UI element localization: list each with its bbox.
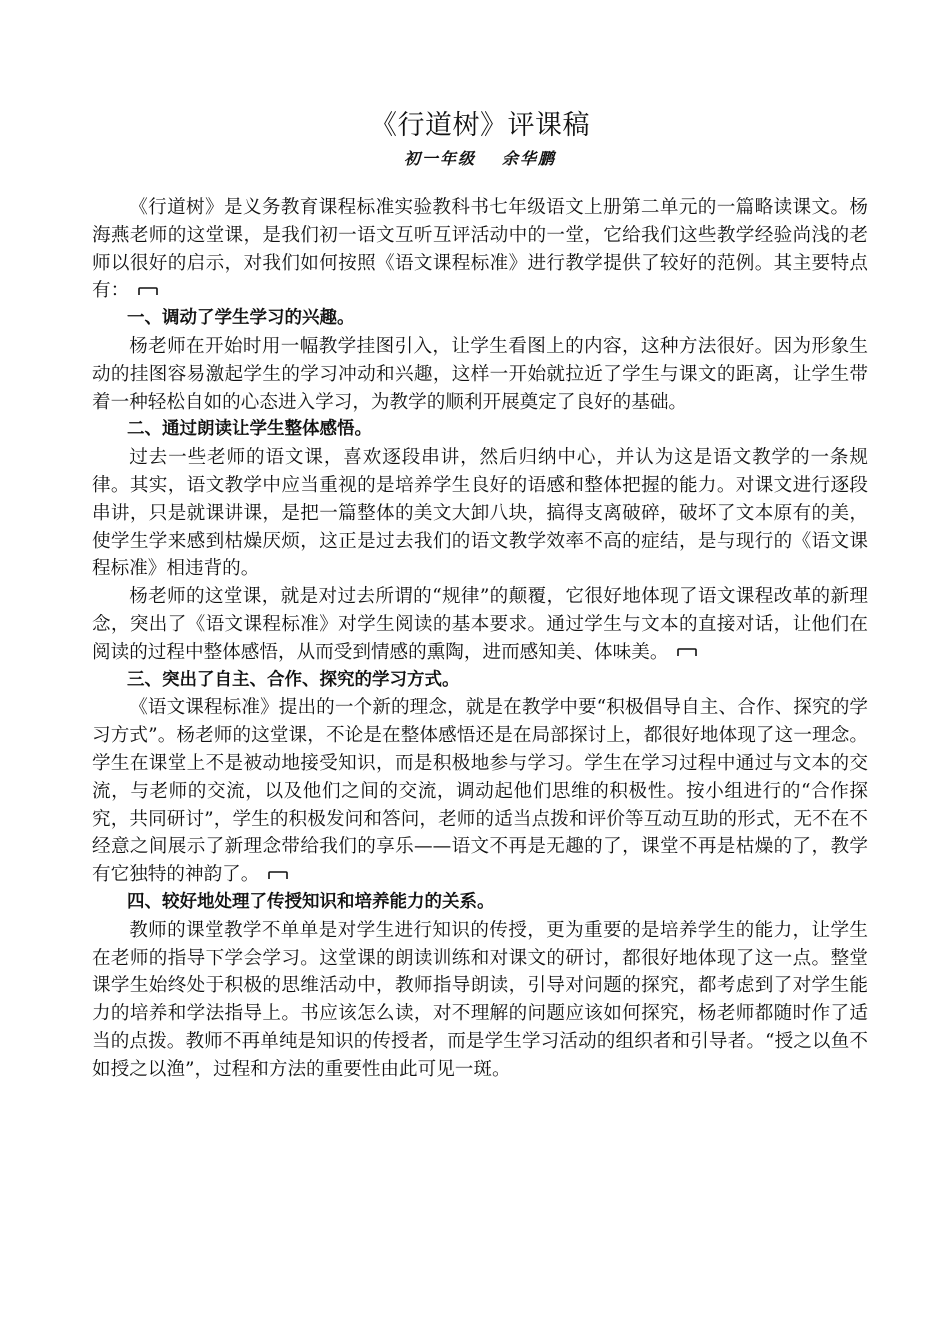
document-page (92, 108, 868, 1084)
section-heading-2: 二、通过朗读让学生整体感悟。 (127, 419, 372, 440)
section-4-paragraph-1: 教师的课堂教学不单单是对学生进行知识的传授，更为重要的是培养学生的能力，让学生在老师的指导下学会学习。这堂课的朗读训练和对课文的研讨，都很好地体现了这一点。整堂课学生始终处于积极的思维活动中，教师指导朗读，引导对问题的探究，都考虑到了对学生能力的培养和学法指导上。书应该怎么读，对不理解的问题应该如何探究，杨老师都随时作了适当的点拨。教师不再单纯是知识的传授者，而是学生学习活动的组织者和引导者。“授之以鱼不如授之以渔”，过程和方法的重要性由此可见一斑。 (92, 919, 868, 1080)
intro-paragraph: 《行道树》是义务教育课程标准实验教科书七年级语文上册第二单元的一篇略读课文。杨海燕老师的这堂课，是我们初一语文互听互评活动中的一堂，它给我们这些教学经验尚浅的老师以很好的启示，对我们如何按照《语文课程标准》进行教学提供了较好的范例。其主要特点有： (92, 197, 868, 302)
document-body (92, 194, 868, 1084)
section-2-paragraph-1: 过去一些老师的语文课，喜欢逐段串讲，然后归纳中心，并认为这是语文教学的一条规律。其实，语文教学中应当重视的是培养学生良好的语感和整体把握的能力。对课文进行逐段串讲，只是就课讲课，是把一篇整体的美文大卸八块，搞得支离破碎，破坏了文本原有的美，使学生学来感到枯燥厌烦，这正是过去我们的语文教学效率不高的症结，是与现行的《语文课程标准》相违背的。 (92, 447, 868, 580)
byline-grade: 初一年级 (403, 149, 476, 168)
section-3-paragraph-1: 《语文课程标准》提出的一个新的理念，就是在教学中要“积极倡导自主、合作、探究的学习方式”。杨老师的这堂课，不论是在整体感悟还是在局部探讨上，都很好地体现了这一理念。学生在课堂上不是被动地接受知识，而是积极地参与学习。学生在学习过程中通过与文本的交流，与老师的交流，以及他们之间的交流，调动起他们思维的积极性。按小组进行的“合作探究，共同研讨”，学生的积极发问和答问，老师的适当点拨和评价等互动互助的形式，无不在不经意之间展示了新理念带给我们的享乐——语文不再是无趣的了，课堂不再是枯燥的了，教学有它独特的神韵了。 (92, 697, 868, 886)
byline (92, 146, 868, 172)
byline-author: 余华鹏 (502, 149, 557, 168)
section-heading-3: 三、突出了自主、合作、探究的学习方式。 (127, 669, 460, 690)
paragraph-mark-icon (267, 871, 289, 880)
paragraph-mark-icon (676, 648, 698, 657)
paragraph-mark-icon (137, 287, 159, 296)
section-2-paragraph-2: 杨老师的这堂课，就是对过去所谓的“规律”的颠覆，它很好地体现了语文课程改革的新理念，突出了《语文课程标准》对学生阅读的基本要求。通过学生与文本的直接对话，让他们在阅读的过程中整体感悟，从而受到情感的熏陶，进而感知美、体味美。 (92, 586, 868, 663)
section-heading-1: 一、调动了学生学习的兴趣。 (127, 308, 355, 329)
section-1-paragraph-1: 杨老师在开始时用一幅教学挂图引入，让学生看图上的内容，这种方法很好。因为形象生动的挂图容易激起学生的学习冲动和兴趣，这样一开始就拉近了学生与课文的距离，让学生带着一种轻松自如的心态进入学习，为教学的顺利开展奠定了良好的基础。 (92, 335, 868, 413)
section-heading-4: 四、较好地处理了传授知识和培养能力的关系。 (127, 891, 495, 912)
document-title: 《行道树》评课稿 (370, 110, 590, 141)
